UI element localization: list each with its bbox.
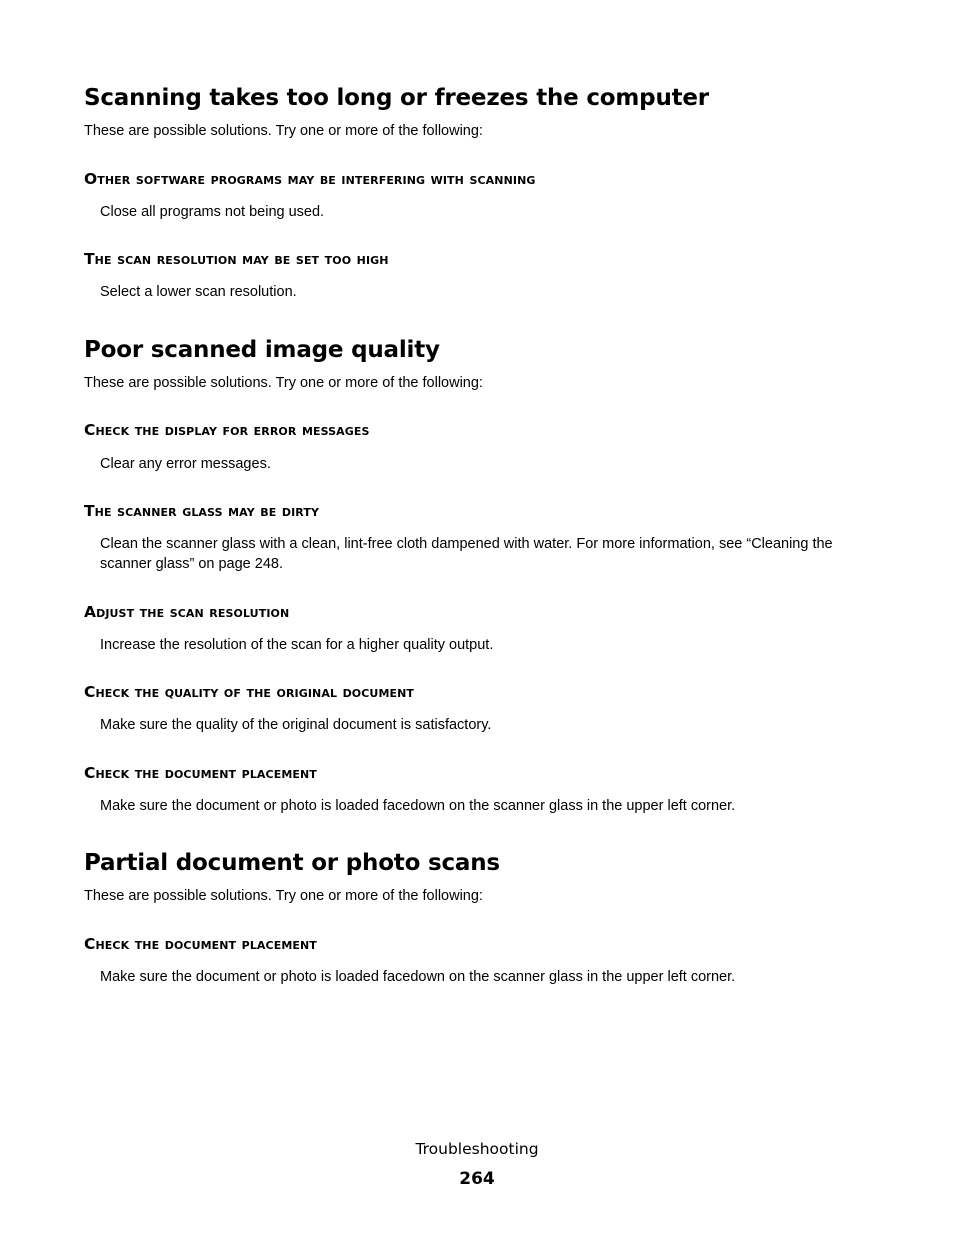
section-intro: These are possible solutions. Try one or more of the following: bbox=[84, 123, 483, 139]
section-title-poor-quality: Poor scanned image quality bbox=[84, 337, 440, 363]
subsection-heading-check-display: Check the display for error messages bbox=[84, 421, 370, 439]
subsection-text: Increase the resolution of the scan for a higher quality output. bbox=[100, 637, 494, 653]
subsection-heading-scan-resolution-high: The scan resolution may be set too high bbox=[84, 250, 389, 268]
subsection-text: Select a lower scan resolution. bbox=[100, 284, 297, 300]
subsection-text: Clean the scanner glass with a clean, lint-free cloth dampened with water. For more information, see “Cleaning the scanner glass” on page 248. bbox=[100, 536, 833, 572]
subsection-heading-other-software: Other software programs may be interfering with scanning bbox=[84, 170, 536, 188]
subsection-text: Clear any error messages. bbox=[100, 456, 271, 472]
section-title-partial-scans: Partial document or photo scans bbox=[84, 850, 500, 876]
page-number: 264 bbox=[459, 1169, 495, 1189]
subsection-text: Make sure the document or photo is loaded facedown on the scanner glass in the upper left corner. bbox=[100, 798, 736, 814]
subsection-text: Make sure the document or photo is loaded facedown on the scanner glass in the upper left corner. bbox=[100, 969, 736, 985]
subsection-heading-document-placement: Check the document placement bbox=[84, 935, 317, 953]
subsection-heading-adjust-resolution: Adjust the scan resolution bbox=[84, 603, 290, 621]
section-intro: These are possible solutions. Try one or more of the following: bbox=[84, 888, 483, 904]
section-intro: These are possible solutions. Try one or more of the following: bbox=[84, 375, 483, 391]
subsection-heading-original-quality: Check the quality of the original document bbox=[84, 683, 415, 701]
subsection-heading-glass-dirty: The scanner glass may be dirty bbox=[84, 502, 320, 520]
subsection-text: Close all programs not being used. bbox=[100, 204, 325, 220]
footer-chapter-label: Troubleshooting bbox=[415, 1140, 539, 1158]
subsection-text: Make sure the quality of the original document is satisfactory. bbox=[100, 717, 492, 733]
subsection-heading-document-placement: Check the document placement bbox=[84, 764, 317, 782]
section-title-scanning-slow: Scanning takes too long or freezes the computer bbox=[84, 85, 709, 111]
